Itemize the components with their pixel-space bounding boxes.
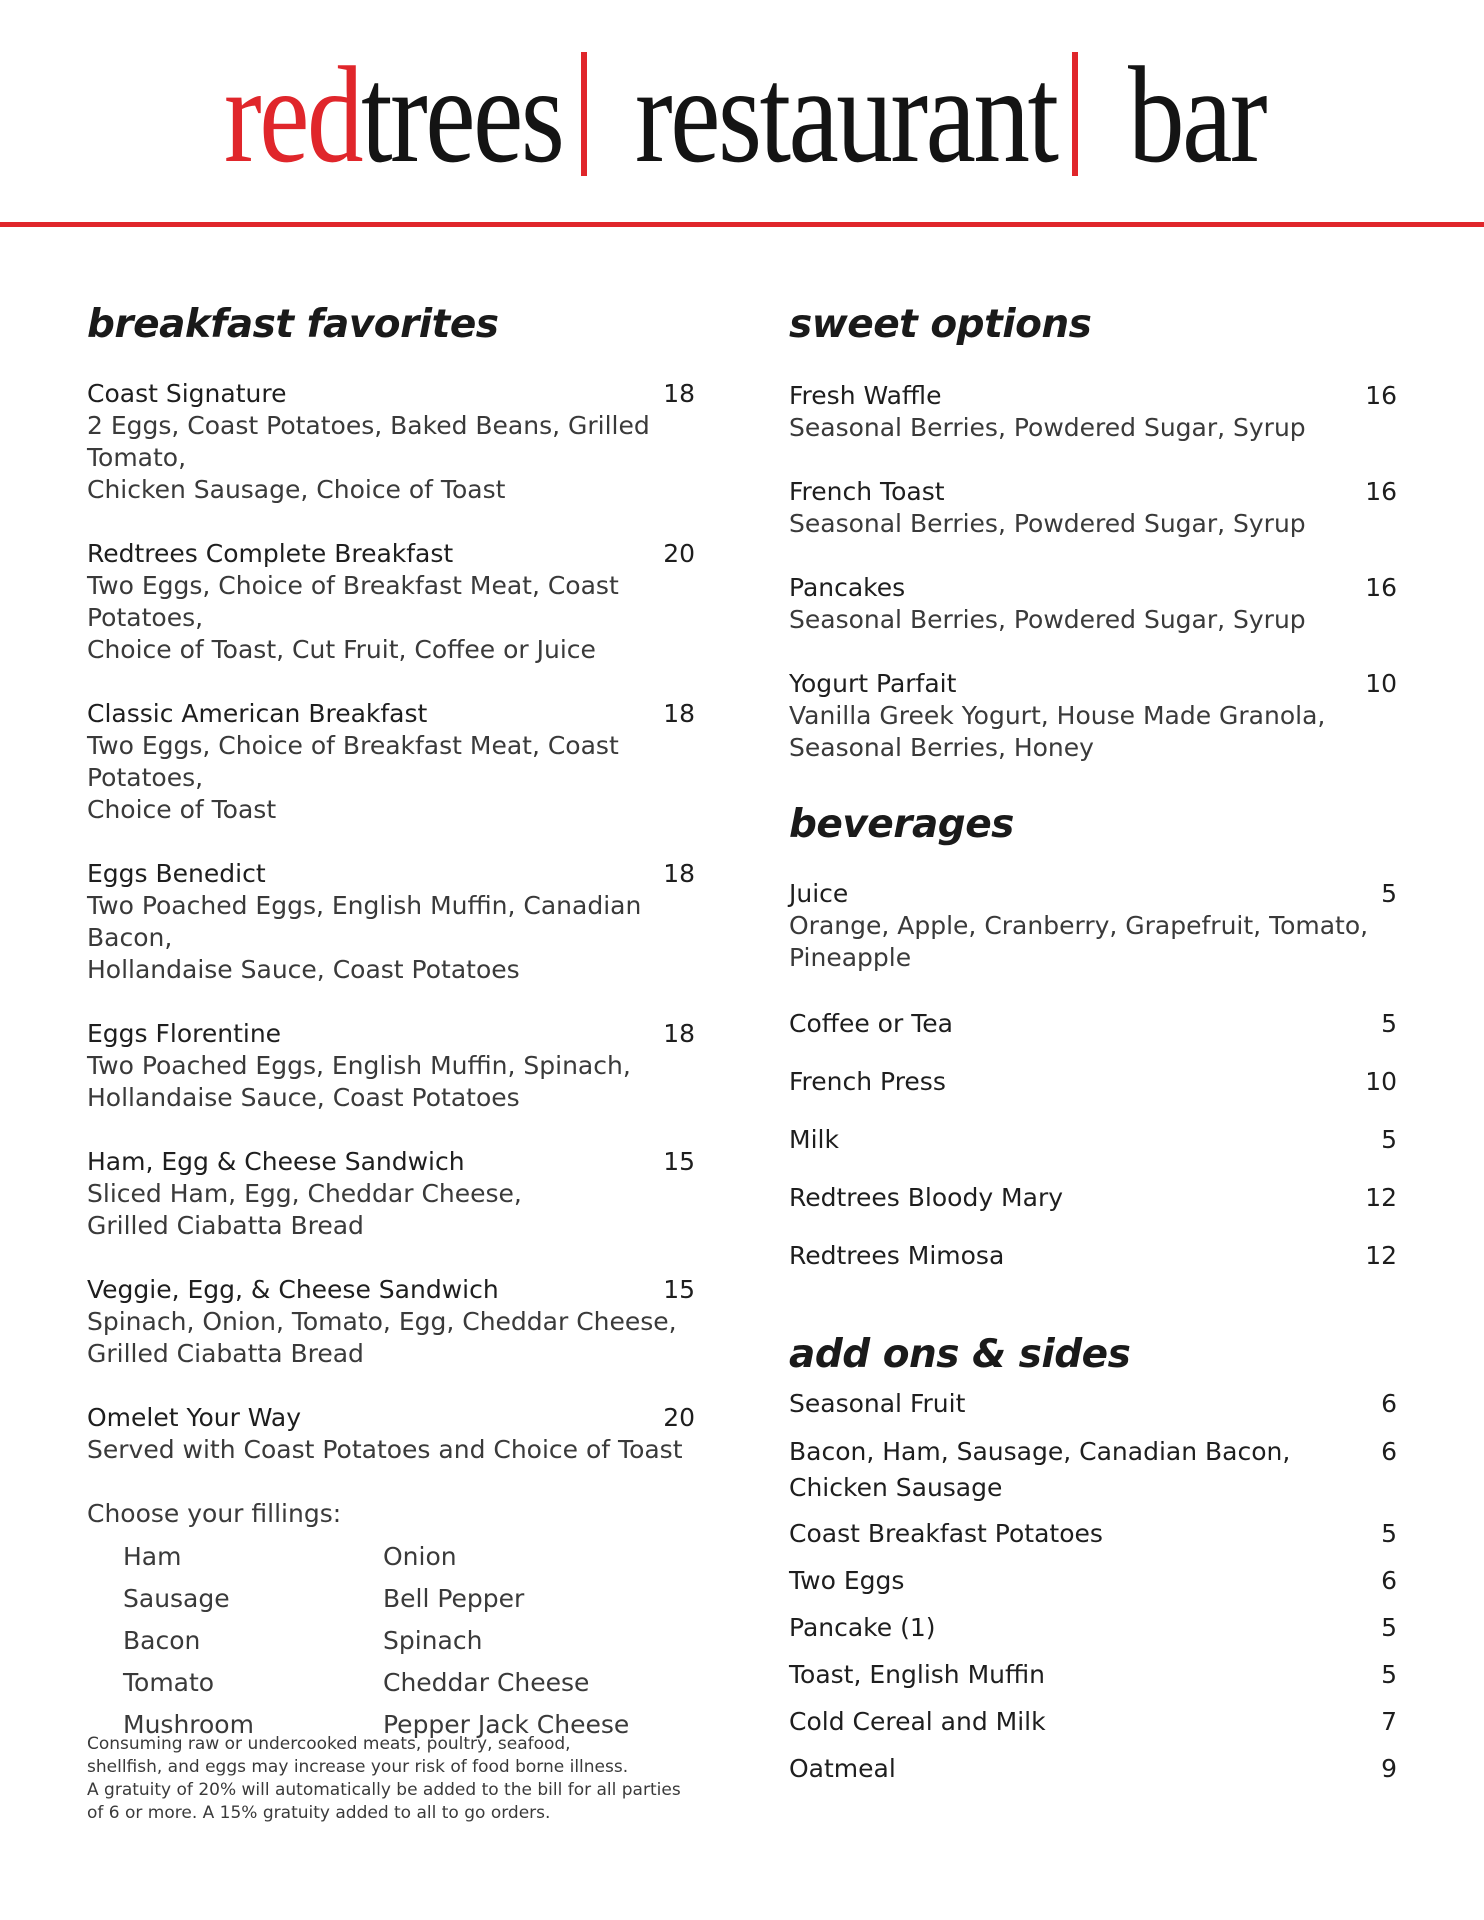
filling-option: Cheddar Cheese [383, 1668, 590, 1697]
breakfast-section [87, 300, 695, 1746]
item-price: 20 [663, 1403, 695, 1432]
menu-item [789, 878, 1397, 974]
filling-option: Spinach [383, 1626, 483, 1655]
filling-option: Onion [383, 1542, 457, 1571]
item-name: Classic American Breakfast [87, 699, 428, 728]
item-name: Pancakes [789, 573, 906, 602]
menu-item [789, 572, 1397, 636]
item-name: Coast Breakfast Potatoes [789, 1519, 1103, 1548]
item-name: Eggs Florentine [87, 1019, 282, 1048]
item-desc-line: Choice of Toast, Cut Fruit, Coffee or Juice [87, 635, 596, 664]
header-divider-1 [581, 52, 587, 176]
item-price: 6 [1381, 1437, 1397, 1466]
item-name: Redtrees Complete Breakfast [87, 539, 454, 568]
filling-option: Bell Pepper [383, 1584, 525, 1613]
menu-item [789, 668, 1397, 764]
header-word-restaurant: restaurant [635, 38, 1057, 191]
item-price: 12 [1365, 1241, 1397, 1270]
filling-option: Bacon [123, 1626, 201, 1655]
breakfast-title: breakfast favorites [87, 302, 499, 347]
item-name: Oatmeal [789, 1754, 896, 1783]
item-name: French Press [789, 1067, 946, 1096]
menu-item [87, 1402, 695, 1466]
menu-item [789, 380, 1397, 444]
item-name: Juice [789, 879, 849, 908]
item-desc-line: Seasonal Berries, Powdered Sugar, Syrup [789, 509, 1306, 538]
brand-red-part: red [224, 38, 362, 191]
item-price: 5 [1381, 1660, 1397, 1689]
item-name: Milk [789, 1125, 839, 1154]
header-word-bar: bar [1128, 38, 1266, 191]
item-price: 18 [663, 699, 695, 728]
disclaimer-line: shellfish, and eggs may increase your risk of food borne illness. [87, 1757, 629, 1777]
item-price: 15 [663, 1275, 695, 1304]
item-desc-line: Two Poached Eggs, English Muffin, Spinach, [87, 1051, 631, 1080]
item-name: Coffee or Tea [789, 1009, 953, 1038]
item-price: 6 [1381, 1389, 1397, 1418]
brand-logo [224, 30, 562, 200]
item-price: 15 [663, 1147, 695, 1176]
item-price: 16 [1365, 477, 1397, 506]
menu-item [87, 378, 695, 506]
item-desc-line: Hollandaise Sauce, Coast Potatoes [87, 1083, 520, 1112]
item-name: Redtrees Bloody Mary [789, 1183, 1064, 1212]
disclaimer-line: A gratuity of 20% will automatically be added to the bill for all parties [87, 1780, 681, 1800]
side-item [789, 1563, 1397, 1599]
menu-item [87, 1018, 695, 1114]
item-name: Ham, Egg & Cheese Sandwich [87, 1147, 465, 1176]
side-item [789, 1386, 1397, 1422]
item-desc-line: Two Eggs, Choice of Breakfast Meat, Coast Potatoes, [87, 571, 619, 632]
item-price: 5 [1381, 1613, 1397, 1642]
item-price: 16 [1365, 573, 1397, 602]
item-name-line2: Chicken Sausage [789, 1473, 1003, 1502]
item-desc-line: Orange, Apple, Cranberry, Grapefruit, Tomato, [789, 911, 1369, 940]
right-column [789, 300, 1397, 1787]
item-price: 16 [1365, 381, 1397, 410]
disclaimer-line: Consuming raw or undercooked meats, poultry, seafood, [87, 1734, 571, 1754]
side-item [789, 1434, 1397, 1506]
menu-item [789, 476, 1397, 540]
item-desc-line: Seasonal Berries, Honey [789, 733, 1094, 762]
filling-option: Mushroom [123, 1710, 254, 1739]
item-desc-line: Grilled Ciabatta Bread [87, 1211, 364, 1240]
item-name: Toast, English Muffin [789, 1660, 1046, 1689]
menu-item [87, 698, 695, 826]
item-name: Redtrees Mimosa [789, 1241, 1005, 1270]
item-name: Veggie, Egg, & Cheese Sandwich [87, 1275, 499, 1304]
sweet-title: sweet options [789, 302, 1092, 347]
item-price: 10 [1365, 669, 1397, 698]
item-name: Fresh Waffle [789, 381, 942, 410]
side-item [789, 1704, 1397, 1740]
item-name: Yogurt Parfait [789, 669, 957, 698]
item-price: 5 [1381, 1009, 1397, 1038]
side-item [789, 1516, 1397, 1552]
fillings-list [123, 1536, 695, 1746]
item-name: French Toast [789, 477, 945, 506]
filling-option: Tomato [123, 1668, 215, 1697]
item-desc-line: Chicken Sausage, Choice of Toast [87, 475, 506, 504]
item-price: 18 [663, 1019, 695, 1048]
item-price: 18 [663, 859, 695, 888]
item-name: Seasonal Fruit [789, 1389, 966, 1418]
beverage-item [789, 1240, 1397, 1272]
item-desc-line: 2 Eggs, Coast Potatoes, Baked Beans, Grilled Tomato, [87, 411, 650, 472]
item-desc-line: Two Eggs, Choice of Breakfast Meat, Coast Potatoes, [87, 731, 619, 792]
item-desc-line: Grilled Ciabatta Bread [87, 1339, 364, 1368]
item-desc-line: Vanilla Greek Yogurt, House Made Granola, [789, 701, 1326, 730]
header-divider-2 [1072, 52, 1078, 176]
brand-black-part: trees [361, 38, 563, 191]
disclaimer-line: of 6 or more. A 15% gratuity added to all to go orders. [87, 1803, 551, 1823]
item-name: Omelet Your Way [87, 1403, 302, 1432]
item-price: 10 [1365, 1067, 1397, 1096]
filling-option: Sausage [123, 1584, 230, 1613]
item-price: 12 [1365, 1183, 1397, 1212]
beverage-item [789, 1008, 1397, 1040]
item-desc-line: Two Poached Eggs, English Muffin, Canadian Bacon, [87, 891, 642, 952]
item-price: 18 [663, 379, 695, 408]
header [0, 0, 1484, 230]
beverage-item [789, 1124, 1397, 1156]
item-desc-line: Spinach, Onion, Tomato, Egg, Cheddar Cheese, [87, 1307, 677, 1336]
item-desc-line: Seasonal Berries, Powdered Sugar, Syrup [789, 605, 1306, 634]
beverages-title: beverages [789, 802, 1014, 847]
item-price: 20 [663, 539, 695, 568]
menu-item [87, 1274, 695, 1370]
item-price: 5 [1381, 1125, 1397, 1154]
disclaimer [87, 1733, 707, 1825]
item-name: Two Eggs [789, 1566, 905, 1595]
header-rule [0, 222, 1484, 227]
item-desc-line: Choice of Toast [87, 795, 277, 824]
item-name-block [789, 1434, 1290, 1506]
menu-item [87, 538, 695, 666]
addons-title: add ons & sides [789, 1332, 1131, 1377]
item-name: Pancake (1) [789, 1613, 936, 1642]
item-price: 5 [1381, 879, 1397, 908]
beverage-item [789, 1066, 1397, 1098]
beverage-item [789, 1182, 1397, 1214]
item-price: 7 [1381, 1707, 1397, 1736]
item-desc-line: Pineapple [789, 943, 912, 972]
item-desc-line: Seasonal Berries, Powdered Sugar, Syrup [789, 413, 1306, 442]
item-desc-line: Served with Coast Potatoes and Choice of Toast [87, 1435, 683, 1464]
item-desc-line: Hollandaise Sauce, Coast Potatoes [87, 955, 520, 984]
side-item [789, 1657, 1397, 1693]
item-name: Coast Signature [87, 379, 287, 408]
fillings-label: Choose your fillings: [87, 1499, 342, 1528]
item-desc-line: Sliced Ham, Egg, Cheddar Cheese, [87, 1179, 522, 1208]
menu-item [87, 1146, 695, 1242]
menu-item [87, 858, 695, 986]
item-name: Eggs Benedict [87, 859, 266, 888]
item-name: Bacon, Ham, Sausage, Canadian Bacon, [789, 1437, 1291, 1466]
filling-option: Ham [123, 1542, 182, 1571]
item-price: 9 [1381, 1754, 1397, 1783]
item-name: Cold Cereal and Milk [789, 1707, 1046, 1736]
item-price: 5 [1381, 1519, 1397, 1548]
item-price: 6 [1381, 1566, 1397, 1595]
side-item [789, 1610, 1397, 1646]
filling-option: Pepper Jack Cheese [383, 1710, 630, 1739]
side-item [789, 1751, 1397, 1787]
